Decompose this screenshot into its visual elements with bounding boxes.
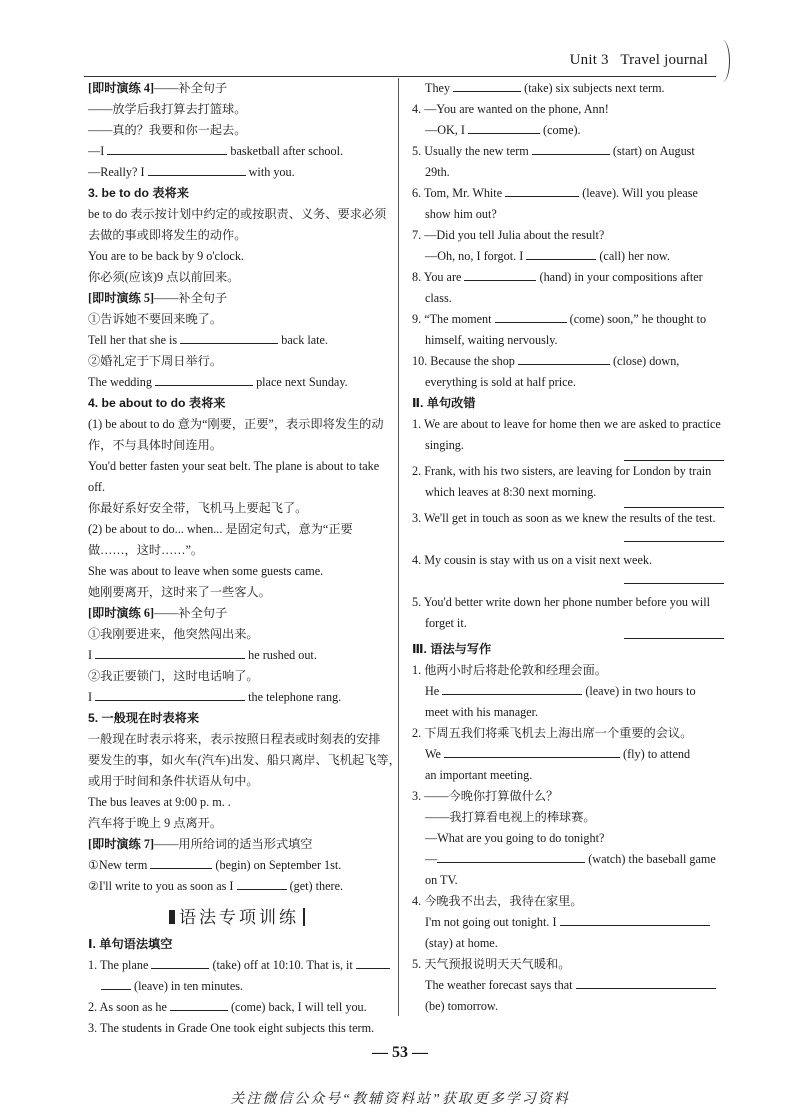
- section-heading: 5. 一般现在时表将来: [88, 711, 200, 725]
- exercise-item: 9. “The moment (come) soon,” he thought to: [412, 312, 707, 326]
- correction-blank[interactable]: [624, 632, 724, 639]
- practice-prompt: ①告诉她不要回来晚了。: [88, 312, 223, 326]
- answer-blank[interactable]: [505, 184, 579, 197]
- correction-blank[interactable]: [624, 501, 724, 508]
- exercise-item: 3. The students in Grade One took eight subjects this term.: [88, 1021, 375, 1035]
- answer-blank[interactable]: [468, 121, 540, 134]
- exercise-item: 8. You are (hand) in your compositions after: [412, 270, 703, 284]
- correction-blank[interactable]: [624, 535, 724, 542]
- answer-blank[interactable]: [148, 163, 246, 176]
- answer-blank[interactable]: [453, 79, 521, 92]
- answer-blank[interactable]: [95, 646, 245, 659]
- explanation-text: 一般现在时表示将来，表示按照日程表或时刻表的安排: [88, 732, 381, 746]
- answer-blank[interactable]: [150, 856, 212, 869]
- answer-blank[interactable]: [356, 956, 390, 969]
- page-number: — 53 —: [372, 1044, 428, 1061]
- exercise-item-cont: I'm not going out tonight. I: [412, 912, 724, 933]
- exercise-item: 2. As soon as he (come) back, I will tell you.: [88, 1000, 367, 1014]
- practice-4-line: ——真的？我要和你一起去。: [88, 123, 247, 137]
- answer-blank[interactable]: [101, 977, 131, 990]
- exercise-item: 5. Usually the new term (start) on August: [412, 144, 695, 158]
- practice-prompt: ②婚礼定于下周日举行。: [88, 354, 223, 368]
- exercise-item-cont: The weather forecast says that: [412, 975, 724, 996]
- exercise-item-cont: He (leave) in two hours to: [425, 684, 696, 698]
- exercise-item-cont: meet with his manager.: [425, 705, 539, 719]
- example-translation: 她刚要离开，这时来了一些客人。: [88, 585, 271, 599]
- practice-blank-line: ②I'll write to you as soon as I (get) there.: [88, 879, 344, 893]
- exercise-item-cont: show him out?: [425, 207, 497, 221]
- exercise-item-cont: — (watch) the baseball game: [425, 852, 716, 866]
- header-rule: [84, 76, 716, 77]
- practice-blank-line: Tell her that she is back late.: [88, 333, 328, 347]
- exercise-item: 3. We'll get in touch as soon as we knew the results of the test.: [412, 511, 716, 525]
- exercise-item-cont: (be) tomorrow.: [425, 999, 498, 1013]
- exercise-item: 6. Tom, Mr. White (leave). Will you please: [412, 186, 698, 200]
- exercise-item: 2. 下周五我们将乘飞机去上海出席一个重要的会议。: [412, 726, 693, 740]
- exercise-item-cont: singing.: [425, 438, 464, 452]
- exercise-item-cont: ——我打算看电视上的棒球赛。: [425, 810, 596, 824]
- explanation-text: (2) be about to do... when... 是固定句式，意为“正要: [88, 522, 353, 536]
- exercise-item-cont: everything is sold at half price.: [425, 375, 576, 389]
- practice-4-line: ——放学后我打算去打篮球。: [88, 102, 247, 116]
- practice-7-heading: [即时演练 7]——用所给词的适当形式填空: [88, 837, 313, 851]
- example-sentence: off.: [88, 480, 106, 494]
- exercise-item-cont: himself, waiting nervously.: [425, 333, 558, 347]
- example-sentence: She was about to leave when some guests came.: [88, 564, 324, 578]
- unit-title: Travel journal: [620, 52, 708, 68]
- answer-blank[interactable]: [437, 850, 585, 863]
- practice-blank-line: The wedding place next Sunday.: [88, 375, 348, 389]
- banner-marker-icon: [169, 910, 175, 924]
- exercise-item-cont: —OK, I (come).: [425, 123, 581, 137]
- practice-4-blank-line: —I basketball after school.: [88, 144, 344, 158]
- column-divider: [398, 78, 399, 1016]
- practice-5-heading: [即时演练 5]——补全句子: [88, 291, 228, 305]
- exercise-item: 1. The plane (take) off at 10:10. That is, it: [88, 955, 386, 976]
- explanation-text: 要发生的事，如火车(汽车)出发、船只离岸、飞机起飞等，: [88, 753, 401, 767]
- exercise-item: 5. You'd better write down her phone number before you will: [412, 595, 711, 609]
- practice-blank-line: I he rushed out.: [88, 648, 317, 662]
- exercise-item-cont: We (fly) to attend: [425, 747, 691, 761]
- practice-4-blank-line: —Really? I with you.: [88, 165, 295, 179]
- exercise-item: 2. Frank, with his two sisters, are leaving for London by train: [412, 464, 712, 478]
- footer-promo-text: 关注微信公众号“教辅资料站”获取更多学习资料: [230, 1092, 570, 1107]
- right-column: [412, 78, 724, 1017]
- header-decoration: [715, 40, 730, 82]
- explanation-text: be to do 表示按计划中约定的或按职责、义务、要求必须: [88, 207, 387, 221]
- answer-blank[interactable]: [560, 913, 710, 926]
- example-sentence: The bus leaves at 9:00 p. m. .: [88, 795, 231, 809]
- exercise-section-title: Ⅱ. 单句改错: [412, 396, 476, 410]
- running-header: [570, 52, 708, 69]
- exercise-item: 1. We are about to leave for home then we are asked to practice: [412, 417, 721, 431]
- answer-blank[interactable]: [442, 682, 582, 695]
- section-heading: 4. be about to do 表将来: [88, 396, 226, 410]
- exercise-item-cont: which leaves at 8:30 next morning.: [425, 485, 597, 499]
- exercise-item: 5. 天气预报说明天天气暖和。: [412, 957, 571, 971]
- answer-blank[interactable]: [532, 142, 610, 155]
- exercise-item: 10. Because the shop (close) down,: [412, 354, 680, 368]
- exercise-item-cont: forget it.: [425, 616, 467, 630]
- exercise-item-cont: 29th.: [425, 165, 450, 179]
- special-training-banner: 语法专项训练: [88, 907, 386, 928]
- answer-blank[interactable]: [576, 976, 716, 989]
- exercise-item-cont: (stay) at home.: [425, 936, 498, 950]
- practice-prompt: ①我刚要进来，他突然闯出来。: [88, 627, 259, 641]
- exercise-item-cont: on TV.: [425, 873, 458, 887]
- example-sentence: You'd better fasten your seat belt. The plane is about to take: [88, 459, 380, 473]
- answer-blank[interactable]: [526, 247, 596, 260]
- exercise-item-cont: an important meeting.: [425, 768, 533, 782]
- exercise-item: 4. My cousin is stay with us on a visit next week.: [412, 553, 653, 567]
- exercise-section-title: Ⅲ. 语法与写作: [412, 642, 492, 656]
- answer-blank[interactable]: [155, 373, 253, 386]
- banner-bar-icon: [303, 908, 305, 926]
- explanation-text: 去做的事或即将发生的动作。: [88, 228, 247, 242]
- practice-blank-line: I the telephone rang.: [88, 690, 342, 704]
- exercise-item: 1. 他两小时后将赴伦敦和经理会面。: [412, 663, 607, 677]
- correction-blank[interactable]: [624, 454, 724, 461]
- exercise-item-cont: They (take) six subjects next term.: [425, 81, 665, 95]
- unit-label: Unit 3: [569, 52, 609, 68]
- answer-blank[interactable]: [95, 688, 245, 701]
- exercise-item: 4. —You are wanted on the phone, Ann!: [412, 102, 609, 116]
- answer-blank[interactable]: [495, 310, 567, 323]
- exercise-section-title: Ⅰ. 单句语法填空: [88, 937, 173, 951]
- explanation-text: 作，不与具体时间连用。: [88, 438, 223, 452]
- answer-blank[interactable]: [237, 877, 287, 890]
- exercise-item: 4. 今晚我不出去，我待在家里。: [412, 894, 583, 908]
- answer-blank[interactable]: [180, 331, 278, 344]
- answer-blank[interactable]: [151, 956, 209, 969]
- practice-prompt: ②我正要锁门，这时电话响了。: [88, 669, 259, 683]
- explanation-text: 做……，这时……”。: [88, 543, 204, 557]
- answer-blank[interactable]: [170, 998, 228, 1011]
- practice-4-heading: [即时演练 4]——补全句子: [88, 81, 228, 95]
- example-translation: 你最好系好安全带，飞机马上要起飞了。: [88, 501, 308, 515]
- correction-blank[interactable]: [624, 577, 724, 584]
- answer-blank[interactable]: [444, 745, 620, 758]
- exercise-item-cont: —Oh, no, I forgot. I (call) her now.: [425, 249, 670, 263]
- example-translation: 汽车将于晚上 9 点离开。: [88, 816, 223, 830]
- exercise-item: 3. ——今晚你打算做什么？: [412, 789, 559, 803]
- left-column: [88, 78, 401, 1039]
- explanation-text: (1) be about to do 意为“刚要，正要”，表示即将发生的动: [88, 417, 384, 431]
- explanation-text: 或用于时间和条件状语从句中。: [88, 774, 259, 788]
- section-heading: 3. be to do 表将来: [88, 186, 189, 200]
- answer-blank[interactable]: [464, 268, 536, 281]
- exercise-item-cont: —What are you going to do tonight?: [425, 831, 605, 845]
- answer-blank[interactable]: [107, 142, 227, 155]
- exercise-item-cont: class.: [425, 291, 452, 305]
- example-translation: 你必须(应该)9 点以前回来。: [88, 270, 240, 284]
- practice-blank-line: ①New term (begin) on September 1st.: [88, 858, 342, 872]
- answer-blank[interactable]: [518, 352, 610, 365]
- exercise-item-cont: (leave) in ten minutes.: [88, 976, 386, 997]
- practice-6-heading: [即时演练 6]——补全句子: [88, 606, 228, 620]
- exercise-item: 7. —Did you tell Julia about the result?: [412, 228, 605, 242]
- example-sentence: You are to be back by 9 o'clock.: [88, 249, 244, 263]
